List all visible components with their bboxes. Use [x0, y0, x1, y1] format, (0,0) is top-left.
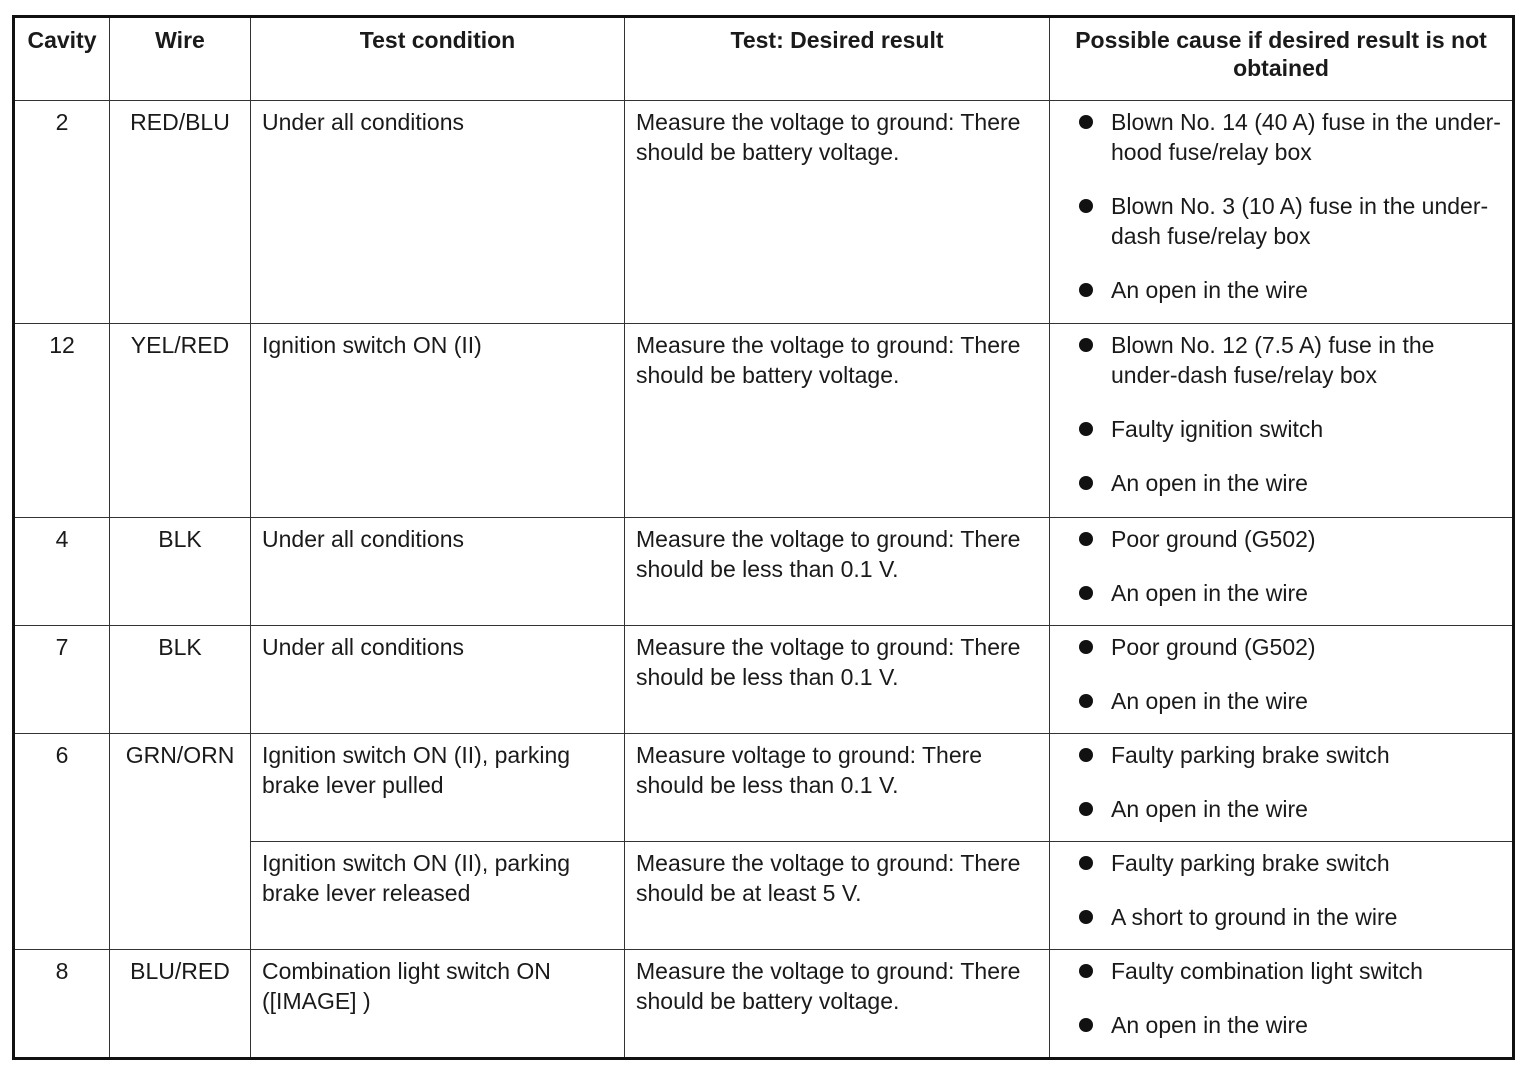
- causes-cell: [1050, 101, 1514, 324]
- wire-cell: BLK: [110, 518, 251, 626]
- causes-cell: [1050, 842, 1514, 950]
- bullet-icon: [1079, 856, 1093, 870]
- cause-text: Blown No. 3 (10 A) fuse in the under-dash fuse/relay box: [1111, 193, 1489, 249]
- condition-cell: Under all conditions: [251, 626, 625, 734]
- table-row: [14, 950, 1514, 1059]
- cause-text: Faulty combination light switch: [1111, 958, 1423, 984]
- cause-list: [1061, 107, 1501, 305]
- cause-item: [1061, 956, 1501, 986]
- cause-text: A short to ground in the wire: [1111, 904, 1398, 930]
- cause-item: [1061, 414, 1501, 444]
- bullet-icon: [1079, 964, 1093, 978]
- cause-item: [1061, 330, 1501, 390]
- cause-list: [1061, 632, 1501, 716]
- result-cell: Measure the voltage to ground: There should be battery voltage.: [625, 101, 1050, 324]
- table-row: [14, 324, 1514, 518]
- condition-cell: Ignition switch ON (II), parking brake lever released: [251, 842, 625, 950]
- cavity-cell: 2: [14, 101, 110, 324]
- cavity-cell: 12: [14, 324, 110, 518]
- cause-item: [1061, 1010, 1501, 1040]
- table-row: [14, 626, 1514, 734]
- bullet-icon: [1079, 476, 1093, 490]
- cause-item: [1061, 902, 1501, 932]
- bullet-icon: [1079, 694, 1093, 708]
- bullet-icon: [1079, 748, 1093, 762]
- causes-cell: [1050, 734, 1514, 842]
- result-cell: Measure the voltage to ground: There should be less than 0.1 V.: [625, 518, 1050, 626]
- cause-text: Blown No. 12 (7.5 A) fuse in the under-dash fuse/relay box: [1111, 332, 1435, 388]
- cause-text: An open in the wire: [1111, 796, 1308, 822]
- condition-cell: Ignition switch ON (II): [251, 324, 625, 518]
- bullet-icon: [1079, 338, 1093, 352]
- wire-cell: GRN/ORN: [110, 734, 251, 950]
- cause-text: Faulty parking brake switch: [1111, 742, 1390, 768]
- bullet-icon: [1079, 910, 1093, 924]
- bullet-icon: [1079, 640, 1093, 654]
- table-row: [14, 518, 1514, 626]
- cause-item: [1061, 524, 1501, 554]
- cause-list: [1061, 740, 1501, 824]
- wire-cell: BLK: [110, 626, 251, 734]
- condition-cell: Under all conditions: [251, 101, 625, 324]
- causes-cell: [1050, 626, 1514, 734]
- cause-list: [1061, 330, 1501, 498]
- causes-cell: [1050, 324, 1514, 518]
- table-row: [14, 101, 1514, 324]
- bullet-icon: [1079, 199, 1093, 213]
- bullet-icon: [1079, 802, 1093, 816]
- header-test-condition: Test condition: [251, 17, 625, 101]
- causes-cell: [1050, 518, 1514, 626]
- result-cell: Measure the voltage to ground: There should be at least 5 V.: [625, 842, 1050, 950]
- cause-item: [1061, 578, 1501, 608]
- cause-text: An open in the wire: [1111, 277, 1308, 303]
- cause-item: [1061, 848, 1501, 878]
- cause-item: [1061, 794, 1501, 824]
- condition-cell: Ignition switch ON (II), parking brake lever pulled: [251, 734, 625, 842]
- bullet-icon: [1079, 586, 1093, 600]
- cavity-cell: 7: [14, 626, 110, 734]
- cause-text: Poor ground (G502): [1111, 634, 1316, 660]
- cause-text: Poor ground (G502): [1111, 526, 1316, 552]
- cause-item: [1061, 275, 1501, 305]
- bullet-icon: [1079, 283, 1093, 297]
- condition-cell: Combination light switch ON ([IMAGE] ): [251, 950, 625, 1059]
- header-cavity: Cavity: [14, 17, 110, 101]
- cause-item: [1061, 107, 1501, 167]
- result-cell: Measure the voltage to ground: There should be battery voltage.: [625, 324, 1050, 518]
- cause-item: [1061, 740, 1501, 770]
- condition-cell: Under all conditions: [251, 518, 625, 626]
- bullet-icon: [1079, 115, 1093, 129]
- cause-item: [1061, 191, 1501, 251]
- cause-text: Blown No. 14 (40 A) fuse in the under-hood fuse/relay box: [1111, 109, 1501, 165]
- header-desired-result: Test: Desired result: [625, 17, 1050, 101]
- result-cell: Measure voltage to ground: There should be less than 0.1 V.: [625, 734, 1050, 842]
- cause-list: [1061, 956, 1501, 1040]
- cause-item: [1061, 632, 1501, 662]
- cause-text: An open in the wire: [1111, 470, 1308, 496]
- troubleshooting-table: [12, 15, 1515, 1060]
- wire-cell: BLU/RED: [110, 950, 251, 1059]
- cause-item: [1061, 468, 1501, 498]
- header-row: [14, 17, 1514, 101]
- cavity-cell: 4: [14, 518, 110, 626]
- header-possible-cause: Possible cause if desired result is not obtained: [1050, 17, 1514, 101]
- header-wire: Wire: [110, 17, 251, 101]
- result-cell: Measure the voltage to ground: There should be less than 0.1 V.: [625, 626, 1050, 734]
- cause-text: Faulty ignition switch: [1111, 416, 1324, 442]
- causes-cell: [1050, 950, 1514, 1059]
- wire-cell: RED/BLU: [110, 101, 251, 324]
- cause-list: [1061, 524, 1501, 608]
- cause-text: An open in the wire: [1111, 580, 1308, 606]
- bullet-icon: [1079, 1018, 1093, 1032]
- bullet-icon: [1079, 422, 1093, 436]
- wire-cell: YEL/RED: [110, 324, 251, 518]
- bullet-icon: [1079, 532, 1093, 546]
- cause-text: Faulty parking brake switch: [1111, 850, 1390, 876]
- cause-text: An open in the wire: [1111, 1012, 1308, 1038]
- cavity-cell: 6: [14, 734, 110, 950]
- cause-text: An open in the wire: [1111, 688, 1308, 714]
- table-row: [14, 734, 1514, 842]
- cause-item: [1061, 686, 1501, 716]
- cause-list: [1061, 848, 1501, 932]
- result-cell: Measure the voltage to ground: There should be battery voltage.: [625, 950, 1050, 1059]
- cavity-cell: 8: [14, 950, 110, 1059]
